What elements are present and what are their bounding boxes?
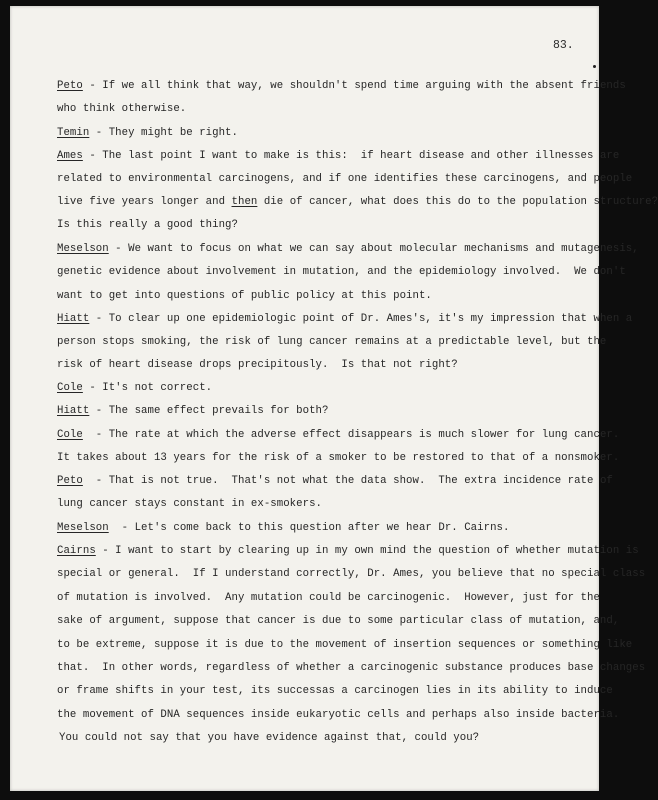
speaker-name: Peto bbox=[57, 475, 83, 487]
ink-dot-mark bbox=[593, 65, 596, 68]
transcript-line bbox=[57, 661, 645, 675]
transcript-line bbox=[57, 497, 322, 511]
transcript-line bbox=[57, 126, 238, 140]
line-text: person stops smoking, the risk of lung cancer remains at a predictable level, but the bbox=[57, 336, 607, 348]
transcript-line bbox=[57, 218, 238, 232]
transcript-line bbox=[57, 544, 639, 558]
line-text: who think otherwise. bbox=[57, 103, 187, 115]
speaker-name: Meselson bbox=[57, 522, 109, 534]
line-text: related to environmental carcinogens, and if one identifies these carcinogens, and people bbox=[57, 173, 633, 185]
line-text: - The rate at which the adverse effect disappears is much slower for lung cancer. bbox=[82, 429, 620, 441]
transcript-line bbox=[57, 451, 619, 465]
transcript-line bbox=[57, 684, 613, 698]
line-text: live five years longer and bbox=[57, 196, 232, 208]
transcript-line bbox=[57, 79, 626, 93]
transcript-line bbox=[57, 474, 613, 488]
transcript-line bbox=[57, 591, 600, 605]
transcript-line bbox=[57, 381, 212, 395]
line-text: - We want to focus on what we can say about molecular mechanisms and mutagenesis, bbox=[108, 243, 639, 255]
speaker-name: Temin bbox=[57, 127, 90, 139]
line-text: to be extreme, suppose it is due to the movement of insertion sequences or something like bbox=[57, 639, 633, 651]
speaker-name: Meselson bbox=[57, 243, 109, 255]
transcript-line bbox=[57, 335, 606, 349]
emphasized-word: then bbox=[231, 196, 258, 208]
speaker-name: Cole bbox=[57, 429, 83, 441]
line-text: - They might be right. bbox=[89, 127, 238, 139]
line-text: sake of argument, suppose that cancer is due to some particular class of mutation, and, bbox=[57, 615, 620, 627]
speaker-name: Cole bbox=[57, 382, 83, 394]
line-text: - The last point I want to make is this: if heart disease and other illnesses are bbox=[82, 150, 620, 162]
line-text: lung cancer stays constant in ex-smokers. bbox=[57, 498, 323, 510]
transcript-line bbox=[57, 289, 432, 303]
transcript-line bbox=[57, 428, 619, 442]
speaker-name: Cairns bbox=[57, 545, 96, 557]
transcript-line bbox=[57, 172, 632, 186]
speaker-name: Peto bbox=[57, 80, 83, 92]
line-text: that. In other words, regardless of whether a carcinogenic substance produces base changes bbox=[57, 662, 646, 674]
transcript-line bbox=[57, 358, 458, 372]
transcript-line bbox=[57, 312, 632, 326]
line-text: Is this really a good thing? bbox=[57, 219, 238, 231]
transcript-line bbox=[57, 614, 619, 628]
transcript-line bbox=[57, 265, 626, 279]
transcript-line bbox=[57, 638, 632, 652]
line-text: special or general. If I understand correctly, Dr. Ames, you believe that no special class bbox=[57, 568, 646, 580]
line-text: - To clear up one epidemiologic point of Dr. Ames's, it's my impression that when a bbox=[89, 313, 633, 325]
line-text: You could not say that you have evidence against that, could you? bbox=[59, 732, 480, 744]
line-text: want to get into questions of public policy at this point. bbox=[57, 290, 432, 302]
line-text: It takes about 13 years for the risk of a smoker to be restored to that of a nonsmoker. bbox=[57, 452, 620, 464]
line-text: or frame shifts in your test, its successas a carcinogen lies in its ability to induce bbox=[57, 685, 613, 697]
line-text: - The same effect prevails for both? bbox=[89, 405, 329, 417]
line-text: - I want to start by clearing up in my own mind the question of whether mutation is bbox=[95, 545, 639, 557]
line-text: risk of heart disease drops precipitously. Is that not right? bbox=[57, 359, 458, 371]
transcript-line bbox=[57, 102, 186, 116]
speaker-name: Hiatt bbox=[57, 313, 90, 325]
line-text: the movement of DNA sequences inside eukaryotic cells and perhaps also inside bacteria. bbox=[57, 709, 620, 721]
transcript-line bbox=[57, 404, 328, 418]
page-number: 83. bbox=[553, 39, 574, 52]
transcript-line bbox=[57, 149, 619, 163]
transcript-line bbox=[57, 567, 645, 581]
speaker-name: Hiatt bbox=[57, 405, 90, 417]
transcript-line bbox=[57, 708, 619, 722]
transcript-line bbox=[57, 195, 658, 209]
line-text: genetic evidence about involvement in mutation, and the epidemiology involved. We don't bbox=[57, 266, 626, 278]
transcript-line bbox=[57, 242, 639, 256]
line-text: - If we all think that way, we shouldn't spend time arguing with the absent friends bbox=[82, 80, 626, 92]
transcript-line bbox=[57, 521, 509, 535]
line-text: - Let's come back to this question after we hear Dr. Cairns. bbox=[108, 522, 510, 534]
document-page bbox=[10, 6, 658, 791]
line-text: die of cancer, what does this do to the population structure? bbox=[257, 196, 658, 208]
line-text: - It's not correct. bbox=[82, 382, 213, 394]
speaker-name: Ames bbox=[57, 150, 83, 162]
line-text: - That is not true. That's not what the data show. The extra incidence rate of bbox=[82, 475, 613, 487]
transcript-line bbox=[59, 731, 479, 745]
line-text: of mutation is involved. Any mutation could be carcinogenic. However, just for the bbox=[57, 592, 600, 604]
